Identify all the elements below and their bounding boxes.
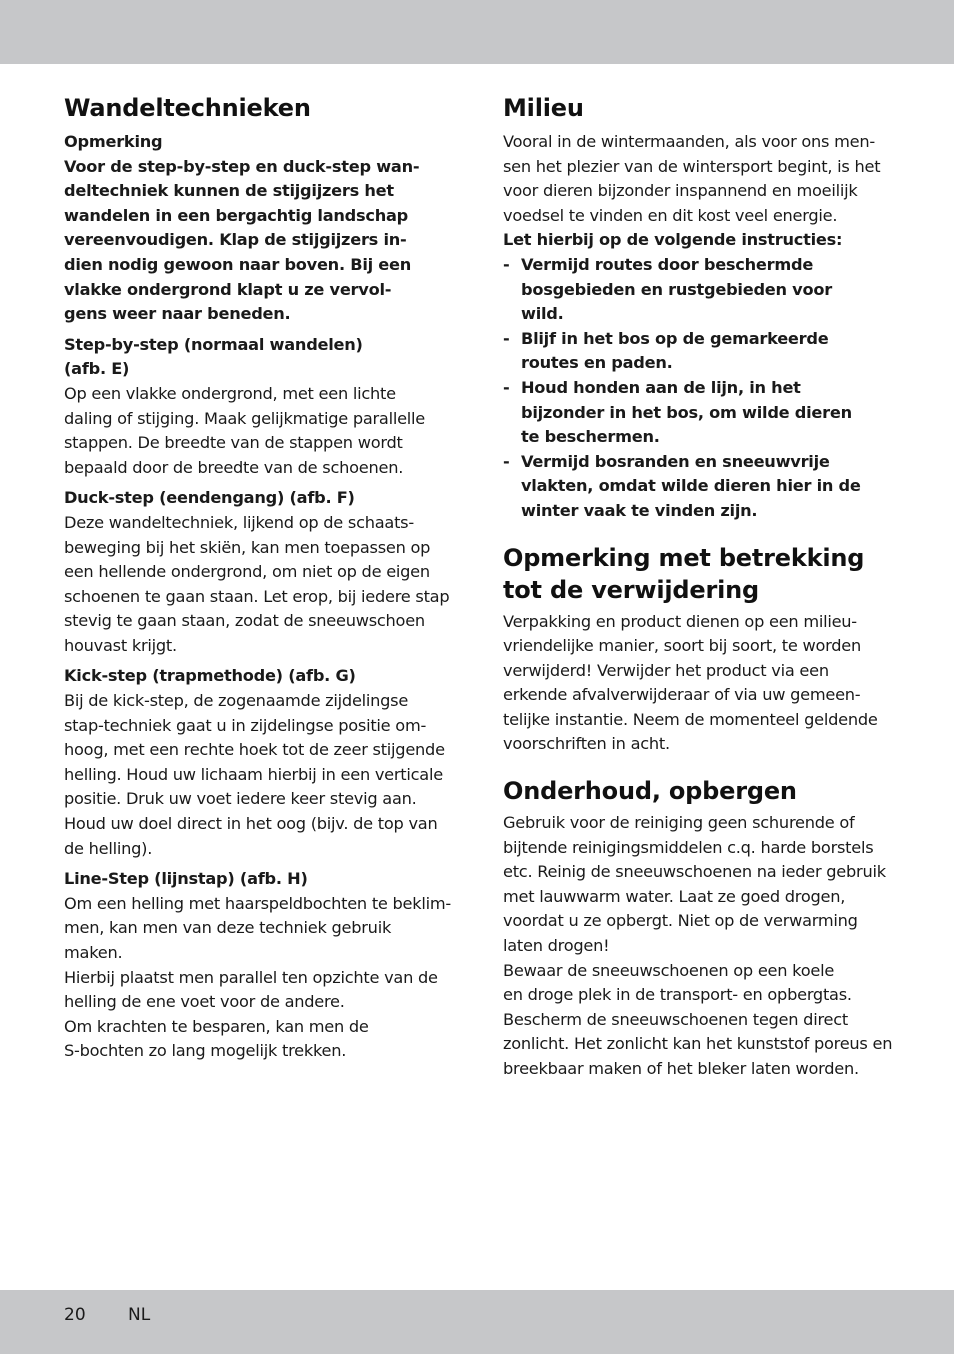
body-line: zonlicht. Het zonlicht kan het kunststof poreus en [503,1034,893,1054]
body-line: Bescherm de sneeuwschoenen tegen direct [503,1009,848,1029]
walking-techniques-title: Wandeltechnieken [64,94,311,122]
note-line: vereenvoudigen. Klap de stijgijzers in- [64,230,407,250]
section-heading: Duck-step (eendengang) (afb. F) [64,488,355,508]
list-item: - Houd honden aan de lijn, in het bijzonder in het bos, om wilde dieren te beschermen. [503,377,852,447]
body-line: met lauwwarm water. Laat ze goed drogen, [503,886,846,906]
instructions-heading: Let hierbij op de volgende instructies: [503,230,843,250]
body-line: etc. Reinig de sneeuwschoenen na ieder gebruik [503,862,886,882]
bullet-dash: - [503,451,510,471]
left-column [64,92,454,1064]
note-text [64,155,454,327]
section-heading: (afb. E) [64,359,130,379]
body-line: bijtende reinigingsmiddelen c.q. harde borstels [503,837,874,857]
body-line: telijke instantie. Neem de momenteel geldende [503,709,878,729]
body-line: houvast krijgt. [64,635,177,655]
section-heading: Kick-step (trapmethode) (afb. G) [64,666,356,686]
header-band [0,0,954,64]
body-line: Verpakking en product dienen op een milieu- [503,611,857,631]
note-line: wandelen in een bergachtig landschap [64,205,409,225]
body-line: bepaald door de breedte van de schoenen. [64,457,404,477]
body-line: Deze wandeltechniek, lijkend op de schaats- [64,512,414,532]
body-line: Om een helling met haarspeldbochten te beklim- [64,893,451,913]
body-line: schoenen te gaan staan. Let erop, bij iedere stap [64,586,450,606]
body-line: Vooral in de wintermaanden, als voor ons men- [503,132,875,151]
body-line: Bewaar de sneeuwschoenen op een koele [503,960,835,980]
body-line: Op een vlakke ondergrond, met een lichte [64,383,396,403]
list-item: - Blijf in het bos op de gemarkeerde routes en paden. [503,328,829,373]
note-line: gens weer naar beneden. [64,304,291,324]
body-line: helling de ene voet voor de andere. [64,992,345,1012]
environment-title: Milieu [503,94,584,122]
body-line: Gebruik voor de reiniging geen schurende of [503,813,855,833]
bullet-dash: - [503,328,510,348]
body-line: stevig te gaan staan, zodat de sneeuwschoen [64,611,425,631]
section-heading: Step-by-step (normaal wandelen) [64,334,363,354]
list-item: - Vermijd bosranden en sneeuwvrije vlakten, omdat wilde dieren hier in de winter vaak te vinden zijn. [503,451,861,520]
body-line: en droge plek in de transport- en opbergtas. [503,985,852,1005]
body-line: positie. Druk uw voet iedere keer stevig aan. [64,789,417,809]
instructions-list [503,253,895,524]
body-line: Om krachten te besparen, kan men de [64,1016,369,1036]
body-line: men, kan men van deze techniek gebruik maken. [64,918,392,962]
section-heading: Line-Step (lijnstap) (afb. H) [64,869,308,889]
body-line: Bij de kick-step, de zogenaamde zijdelingse [64,691,409,711]
bullet-dash: - [503,377,510,397]
body-line: voorschriften in acht. [503,734,670,754]
body-line: verwijderd! Verwijder het product via een [503,660,829,680]
body-line: laten drogen! [503,936,610,956]
body-line: stap-techniek gaat u in zijdelingse positie om- [64,715,427,735]
maintenance-title: Onderhoud, opbergen [503,777,797,806]
body-line: voor dieren bijzonder inspannend en moeilijk [503,181,858,201]
section-duck-step [64,486,454,658]
note-line: vlakke ondergrond klapt u ze vervol- [64,279,392,299]
body-line: erkende afvalverwijderaar of via uw gemeen- [503,685,861,705]
disposal-section [503,542,895,758]
right-column [503,92,895,1082]
note-heading: Opmerking [64,132,163,151]
section-step-by-step [64,333,454,481]
language-code: NL [128,1305,151,1325]
body-line: Hierbij plaatst men parallel ten opzichte van de [64,967,438,987]
body-line: Houd uw doel direct in het oog (bijv. de top van [64,814,438,834]
body-line: voordat u ze opbergt. Niet op de verwarming [503,911,858,931]
note-line: Voor de step-by-step en duck-step wan- [64,156,420,176]
body-line: een hellende ondergrond, om niet op de eigen [64,562,430,582]
environment-text [503,130,895,228]
body-line: S-bochten zo lang mogelijk trekken. [64,1041,347,1061]
body-line: beweging bij het skiën, kan men toepassen op [64,537,431,557]
body-line: daling of stijging. Maak gelijkmatige parallelle [64,408,426,428]
body-line: hoog, met een rechte hoek tot de zeer stijgende [64,740,445,760]
body-line: sen het plezier van de wintersport begint, is het [503,156,881,176]
body-line: stappen. De breedte van de stappen wordt [64,433,403,453]
body-line: voedsel te vinden en dit kost veel energie. [503,205,838,225]
disposal-title-line: tot de verwijdering [503,575,759,604]
body-line: breekbaar maken of het bleker laten worden. [503,1059,859,1078]
maintenance-section [503,775,895,1082]
section-kick-step [64,664,454,861]
disposal-title-line: Opmerking met betrekking [503,543,865,572]
section-line-step [64,867,454,1064]
list-item: - Vermijd routes door beschermde bosgebieden en rustgebieden voor wild. [503,254,832,324]
bullet-dash: - [503,254,510,274]
note-line: dien nodig gewoon naar boven. Bij een [64,254,412,274]
body-line: vriendelijke manier, soort bij soort, te worden [503,636,861,656]
body-line: de helling). [64,838,153,858]
page-number: 20 [64,1305,86,1325]
body-line: helling. Houd uw lichaam hierbij in een verticale [64,764,443,784]
note-line: deltechniek kunnen de stijgijzers het [64,181,394,201]
